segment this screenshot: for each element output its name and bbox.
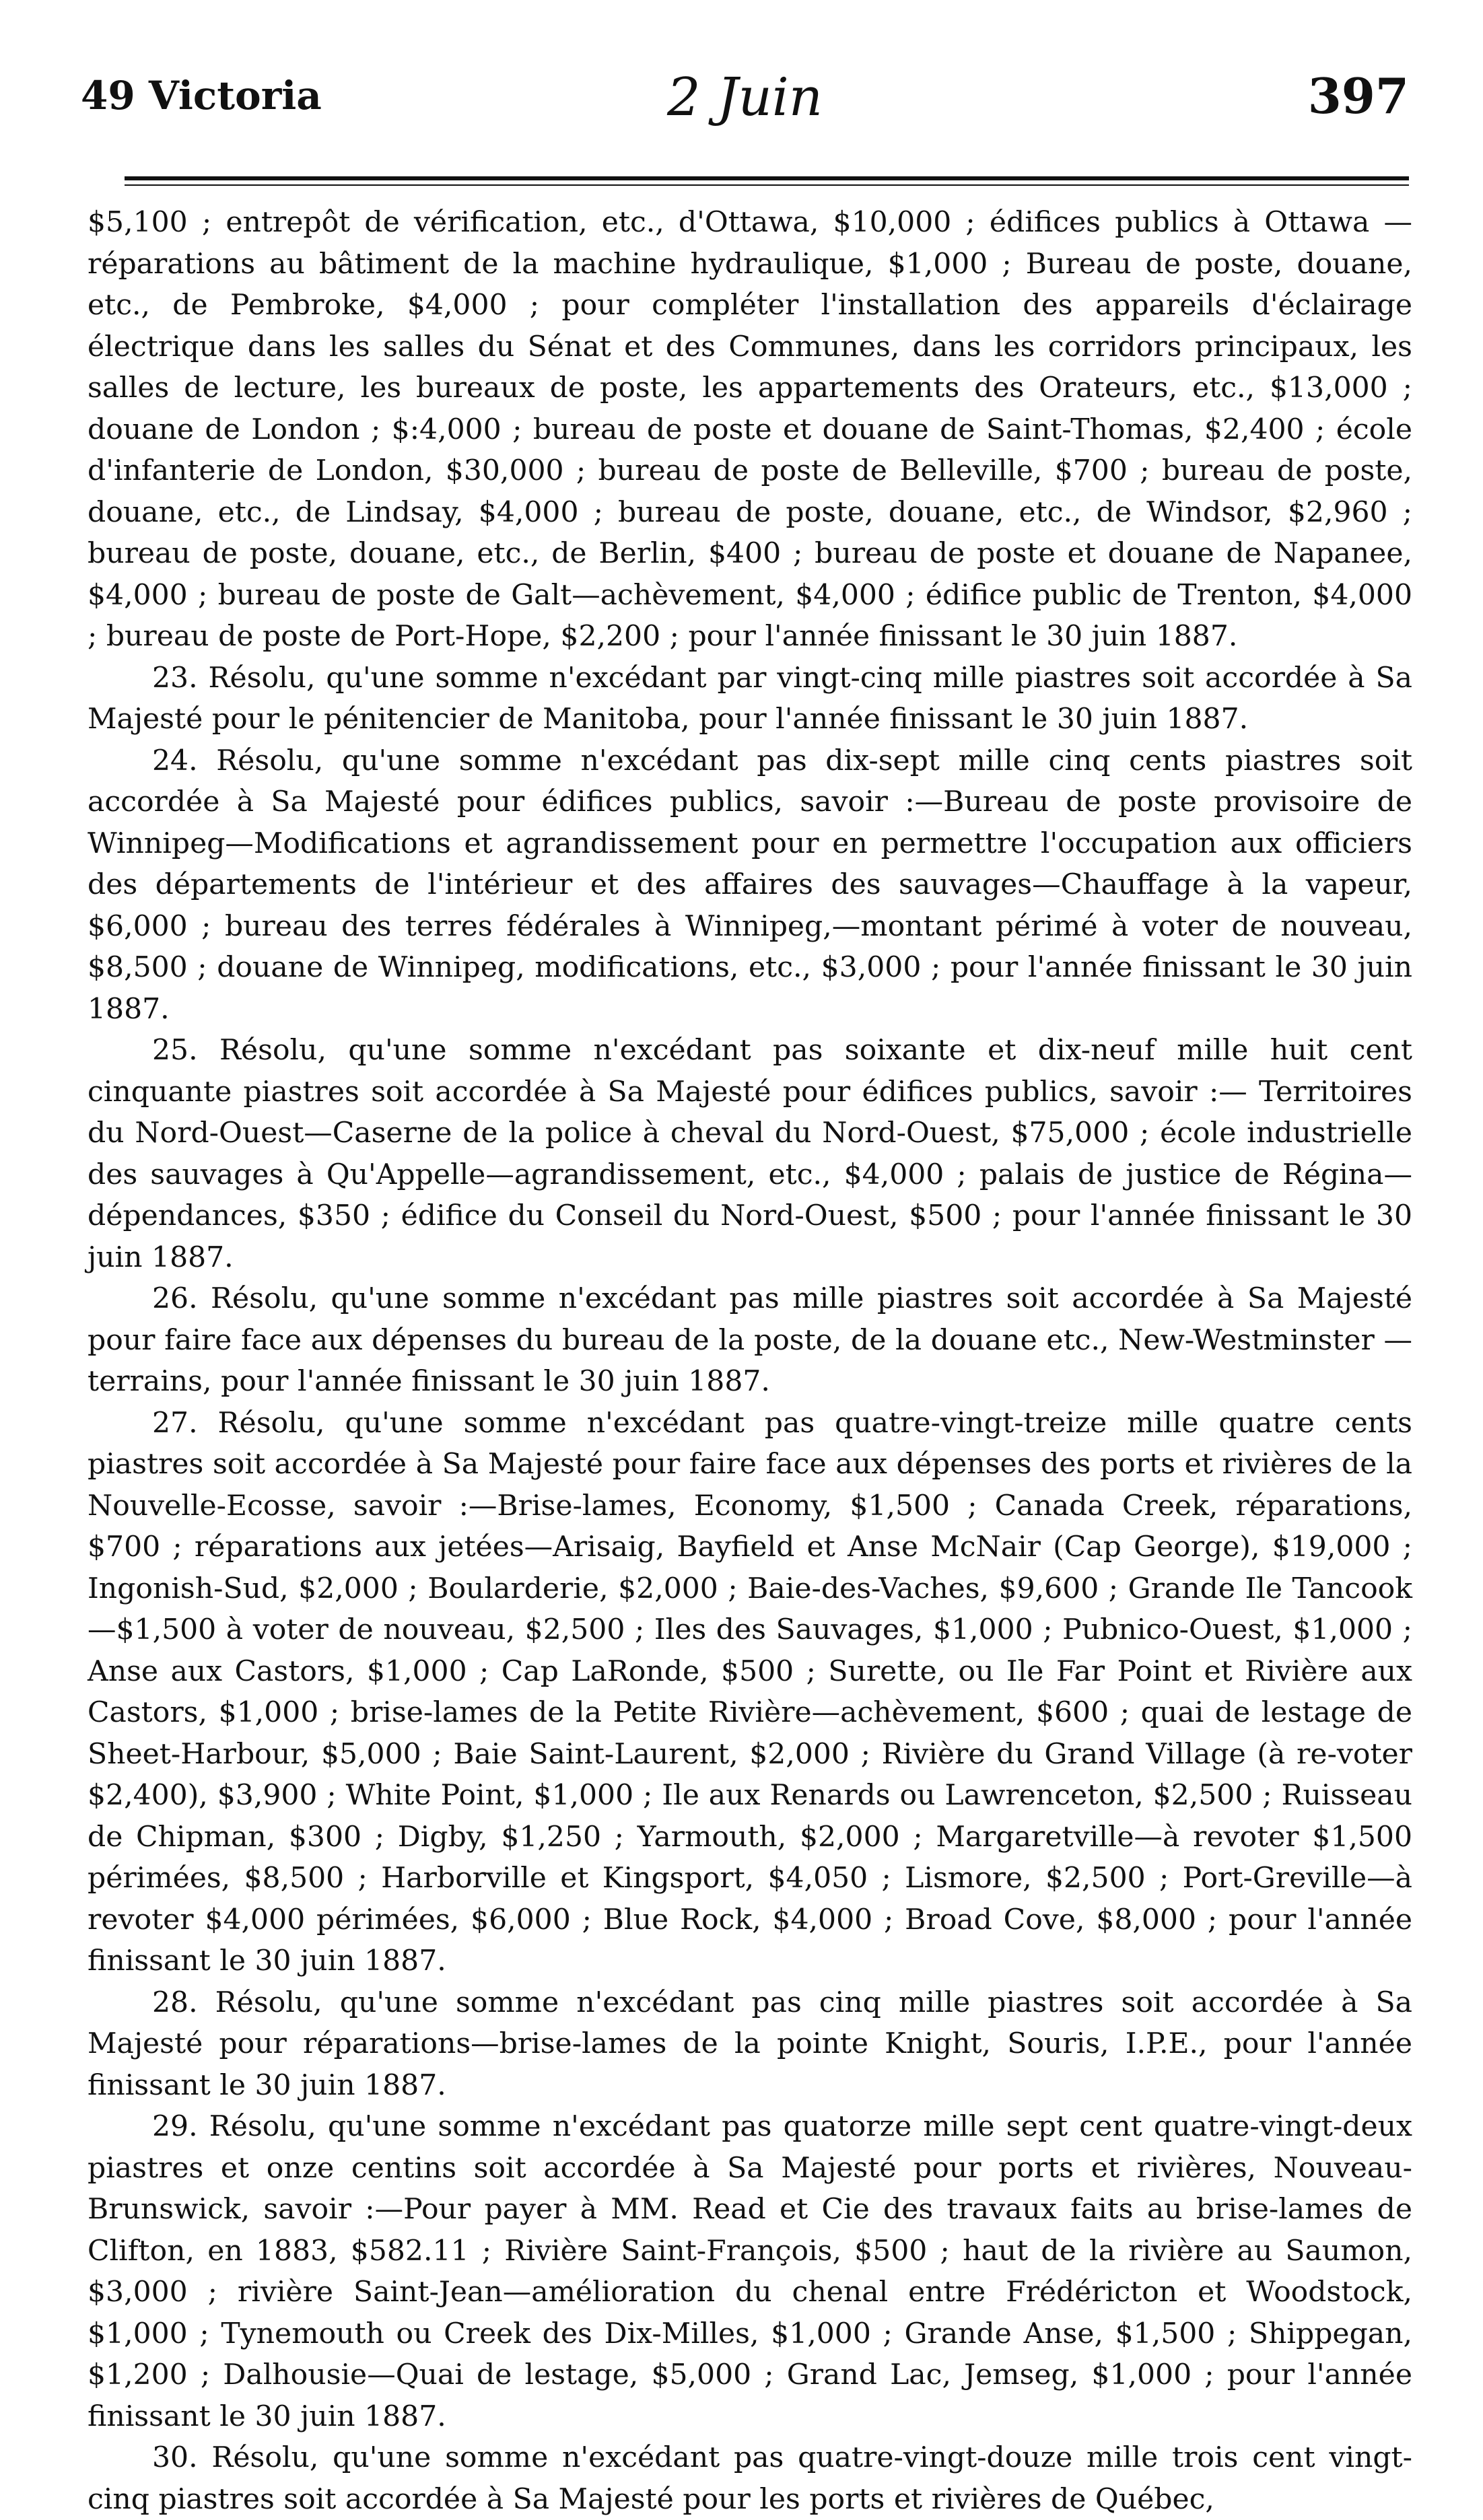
resolution-26: 26. Résolu, qu'une somme n'excédant pas mille piastres soit accordée à Sa Majesté pour faire face aux dépenses du bureau de la poste, de la douane etc., New-Westminster —terrains, pour l'année finissant le 30 juin 1887. [88,1282,1412,1398]
resolution-23: 23. Résolu, qu'une somme n'excédant par vingt-cinq mille piastres soit accordée à Sa Majesté pour le pénitencier de Manitoba, pour l'année finissant le 30 juin 1887. [88,661,1412,736]
running-head-left: 49 Victoria [81,73,322,118]
resolution-28: 28. Résolu, qu'une somme n'excédant pas cinq mille piastres soit accordée à Sa Majesté pour réparations—brise-lames de la pointe Knight, Souris, I.P.E., pour l'année finissant le 30 juin 1887. [88,1986,1412,2102]
resolution-25: 25. Résolu, qu'une somme n'excédant pas soixante et dix-neuf mille huit cent cinquante piastres soit accordée à Sa Majesté pour édifices publics, savoir :— Territoires du Nord-Ouest—Caserne de la police à cheval du Nord-Ouest, $75,000 ; école industrielle des sauvages à Qu'Appelle—agrandissement, etc., $4,000 ; palais de justice de Régina—dépendances, $350 ; édifice du Conseil du Nord-Ouest, $500 ; pour l'année finissant le 30 juin 1887. [88,1034,1412,1274]
page-number: 397 [1307,67,1409,125]
resolution-29: 29. Résolu, qu'une somme n'excédant pas quatorze mille sept cent quatre-vingt-deux piastres et onze centins soit accordée à Sa Majesté pour ports et rivières, Nouveau-Brunswick, savoir :—Pour payer à MM. Read et Cie des travaux faits au brise-lames de Clifton, en 1883, $582.11 ; Rivière Saint-François, $500 ; haut de la rivière au Saumon, $3,000 ; rivière Saint-Jean—amélioration du chenal entre Frédéricton et Woodstock, $1,000 ; Tynemouth ou Creek des Dix-Milles, $1,000 ; Grande Anse, $1,500 ; Shippegan, $1,200 ; Dalhousie—Quai de lestage, $5,000 ; Grand Lac, Jemseg, $1,000 ; pour l'année finissant le 30 juin 1887. [88,2110,1412,2433]
resolution-24: 24. Résolu, qu'une somme n'excédant pas dix-sept mille cinq cents piastres soit accordée à Sa Majesté pour édifices publics, savoir :—Bureau de poste provisoire de Winnipeg—Modifications et agrandissement pour en permettre l'occupation aux officiers des départements de l'intérieur et des affaires des sauvages—Chauffage à la vapeur, $6,000 ; bureau des terres fédérales à Winnipeg,—montant périmé à voter de nouveau, $8,500 ; douane de Winnipeg, modifications, etc., $3,000 ; pour l'année finissant le 30 juin 1887. [88,744,1412,1026]
page-body [88,202,1412,2516]
paragraph-continued: $5,100 ; entrepôt de vérification, etc., d'Ottawa, $10,000 ; édifices publics à Ottawa —réparations au bâtiment de la machine hydraulique, $1,000 ; Bureau de poste, douane, etc., de Pembroke, $4,000 ; pour compléter l'installation des appareils d'éclairage électrique dans les salles du Sénat et des Communes, dans les corridors principaux, les salles de lecture, les bureaux de poste, les appartements des Orateurs, etc., $13,000 ; douane de London ; $:4,000 ; bureau de poste et douane de Saint-Thomas, $2,400 ; école d'infanterie de London, $30,000 ; bureau de poste de Belleville, $700 ; bureau de poste, douane, etc., de Lindsay, $4,000 ; bureau de poste, douane, etc., de Windsor, $2,960 ; bureau de poste, douane, etc., de Berlin, $400 ; bureau de poste et douane de Napanee, $4,000 ; bureau de poste de Galt—achèvement, $4,000 ; édifice public de Trenton, $4,000 ; bureau de poste de Port-Hope, $2,200 ; pour l'année finissant le 30 juin 1887. [88,206,1412,653]
resolution-30: 30. Résolu, qu'une somme n'excédant pas quatre-vingt-douze mille trois cent vingt-cinq piastres soit accordée à Sa Majesté pour les ports et rivières de Québec, [88,2441,1412,2516]
header-rule [125,176,1409,180]
resolution-27: 27. Résolu, qu'une somme n'excédant pas quatre-vingt-treize mille quatre cents piastres soit accordée à Sa Majesté pour faire face aux dépenses des ports et rivières de la Nouvelle-Ecosse, savoir :—Brise-lames, Economy, $1,500 ; Canada Creek, réparations, $700 ; réparations aux jetées—Arisaig, Bayfield et Anse McNair (Cap George), $19,000 ; Ingonish-Sud, $2,000 ; Boularderie, $2,000 ; Baie-des-Vaches, $9,600 ; Grande Ile Tancook—$1,500 à voter de nouveau, $2,500 ; Iles des Sauvages, $1,000 ; Pubnico-Ouest, $1,000 ; Anse aux Castors, $1,000 ; Cap LaRonde, $500 ; Surette, ou Ile Far Point et Rivière aux Castors, $1,000 ; brise-lames de la Petite Rivière—achèvement, $600 ; quai de lestage de Sheet-Harbour, $5,000 ; Baie Saint-Laurent, $2,000 ; Rivière du Grand Village (à re-voter $2,400), $3,900 ; White Point, $1,000 ; Ile aux Renards ou Lawrenceton, $2,500 ; Ruisseau de Chipman, $300 ; Digby, $1,250 ; Yarmouth, $2,000 ; Margaretville—à revoter $1,500 périmées, $8,500 ; Harborville et Kingsport, $4,050 ; Lismore, $2,500 ; Port-Greville—à revoter $4,000 périmées, $6,000 ; Blue Rock, $4,000 ; Broad Cove, $8,000 ; pour l'année finissant le 30 juin 1887. [88,1406,1412,1978]
page-header [81,67,1409,141]
running-head-date: 2 Juin [666,67,823,128]
header-rule-thin [125,184,1409,186]
